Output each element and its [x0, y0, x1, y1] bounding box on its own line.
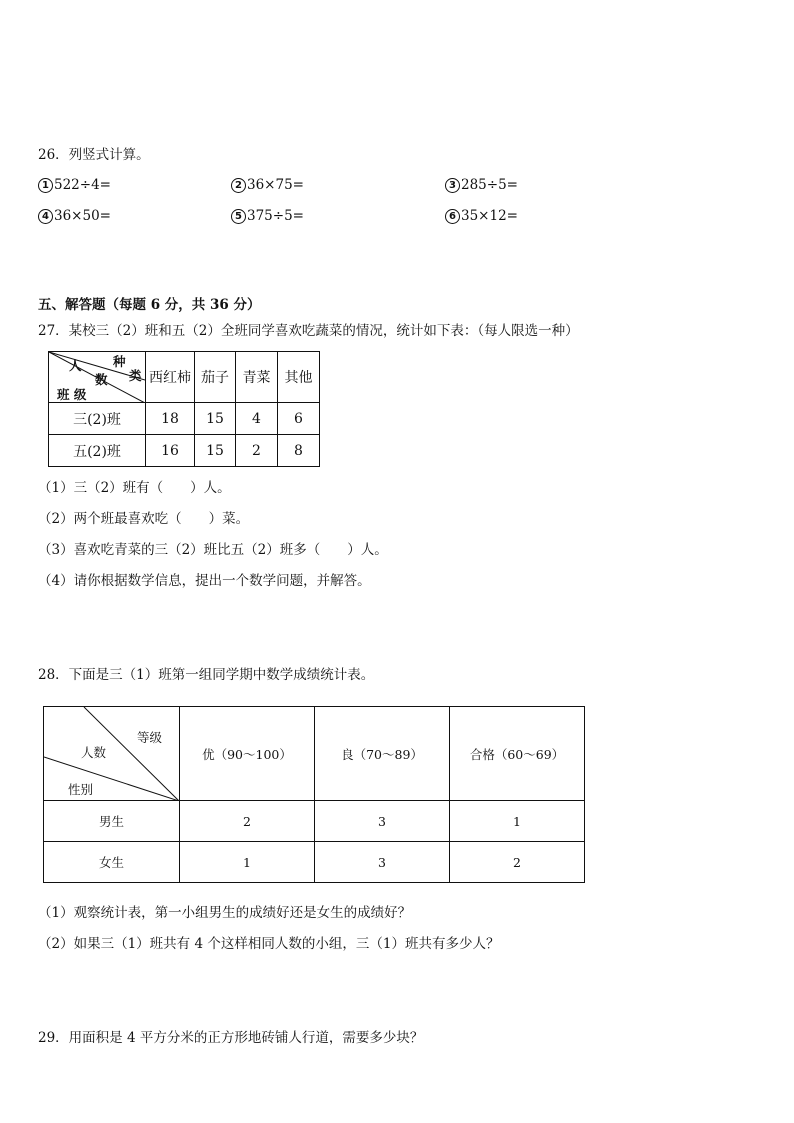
- q27-title: 27．某校三（2）班和五（2）全班同学喜欢吃蔬菜的情况，统计如下表：（每人限选一种）: [38, 323, 579, 339]
- vegetable-table: [48, 351, 320, 467]
- calc-expression: 36×50=: [54, 208, 111, 224]
- q28-sub-2: （2）如果三（1）班共有 4 个这样相同人数的小组，三（1）班共有多少人？: [38, 936, 500, 952]
- calc-expression: 35×12=: [461, 208, 518, 224]
- circled-number-icon: 1: [38, 178, 53, 193]
- table-cell: 2: [236, 435, 278, 467]
- table-cell: 16: [146, 435, 195, 467]
- calc-item-6: [445, 207, 518, 225]
- calc-expression: 375÷5=: [247, 208, 304, 224]
- table-cell: 15: [195, 435, 236, 467]
- column-header: 其他: [278, 352, 320, 403]
- circled-number-icon: 3: [445, 178, 460, 193]
- table-row: [49, 403, 320, 435]
- calc-item-1: [38, 176, 111, 194]
- circled-number-icon: 4: [38, 209, 53, 224]
- table-cell: 2: [180, 801, 315, 842]
- corner-label: 班 级: [57, 387, 87, 402]
- table-row: [44, 842, 585, 883]
- table-cell: 4: [236, 403, 278, 435]
- q29-title: 29．用面积是 4 平方分米的正方形地砖铺人行道，需要多少块？: [38, 1030, 424, 1046]
- table-cell: 3: [315, 842, 450, 883]
- diagonal-lines: [44, 707, 179, 801]
- section-heading: 五、解答题（每题 6 分，共 36 分）: [38, 297, 261, 313]
- q27-sub-3: （3）喜欢吃青菜的三（2）班比五（2）班多（ ）人。: [38, 542, 388, 558]
- corner-label: 人: [69, 358, 82, 373]
- table-cell: 3: [315, 801, 450, 842]
- table-row: [49, 435, 320, 467]
- corner-label: 类: [129, 368, 142, 383]
- calc-item-3: [445, 176, 518, 194]
- row-label: 女生: [44, 842, 180, 883]
- table-corner-header: [49, 352, 146, 403]
- calc-item-5: [231, 207, 304, 225]
- row-label: 男生: [44, 801, 180, 842]
- table-cell: 8: [278, 435, 320, 467]
- calc-expression: 285÷5=: [461, 177, 518, 193]
- calc-expression: 522÷4=: [54, 177, 111, 193]
- column-header: 优（90～100）: [180, 707, 315, 801]
- corner-label: 种: [113, 354, 126, 369]
- corner-label: 数: [95, 372, 108, 387]
- circled-number-icon: 6: [445, 209, 460, 224]
- circled-number-icon: 5: [231, 209, 246, 224]
- table-cell: 1: [450, 801, 585, 842]
- column-header: 良（70～89）: [315, 707, 450, 801]
- table-corner-header: [44, 707, 180, 801]
- q27-sub-4: （4）请你根据数学信息，提出一个数学问题，并解答。: [38, 573, 371, 589]
- table-cell: 6: [278, 403, 320, 435]
- column-header: 合格（60～69）: [450, 707, 585, 801]
- table-cell: 1: [180, 842, 315, 883]
- circled-number-icon: 2: [231, 178, 246, 193]
- corner-label: 等级: [137, 730, 163, 745]
- column-header: 青菜: [236, 352, 278, 403]
- q26-title: 26．列竖式计算。: [38, 147, 150, 163]
- column-header: 茄子: [195, 352, 236, 403]
- calc-item-4: [38, 207, 111, 225]
- row-label: 五(2)班: [49, 435, 146, 467]
- q28-sub-1: （1）观察统计表，第一小组男生的成绩好还是女生的成绩好？: [38, 905, 412, 921]
- calc-expression: 36×75=: [247, 177, 304, 193]
- table-row: [44, 801, 585, 842]
- table-cell: 2: [450, 842, 585, 883]
- table-cell: 15: [195, 403, 236, 435]
- row-label: 三(2)班: [49, 403, 146, 435]
- corner-label: 人数: [81, 745, 107, 760]
- corner-label: 性别: [68, 782, 94, 797]
- calc-item-2: [231, 176, 304, 194]
- q27-sub-2: （2）两个班最喜欢吃（ ）菜。: [38, 511, 250, 527]
- column-header: 西红柿: [146, 352, 195, 403]
- grade-table: [43, 706, 585, 883]
- table-cell: 18: [146, 403, 195, 435]
- q27-sub-1: （1）三（2）班有（ ）人。: [38, 480, 231, 496]
- q28-title: 28．下面是三（1）班第一组同学期中数学成绩统计表。: [38, 667, 375, 683]
